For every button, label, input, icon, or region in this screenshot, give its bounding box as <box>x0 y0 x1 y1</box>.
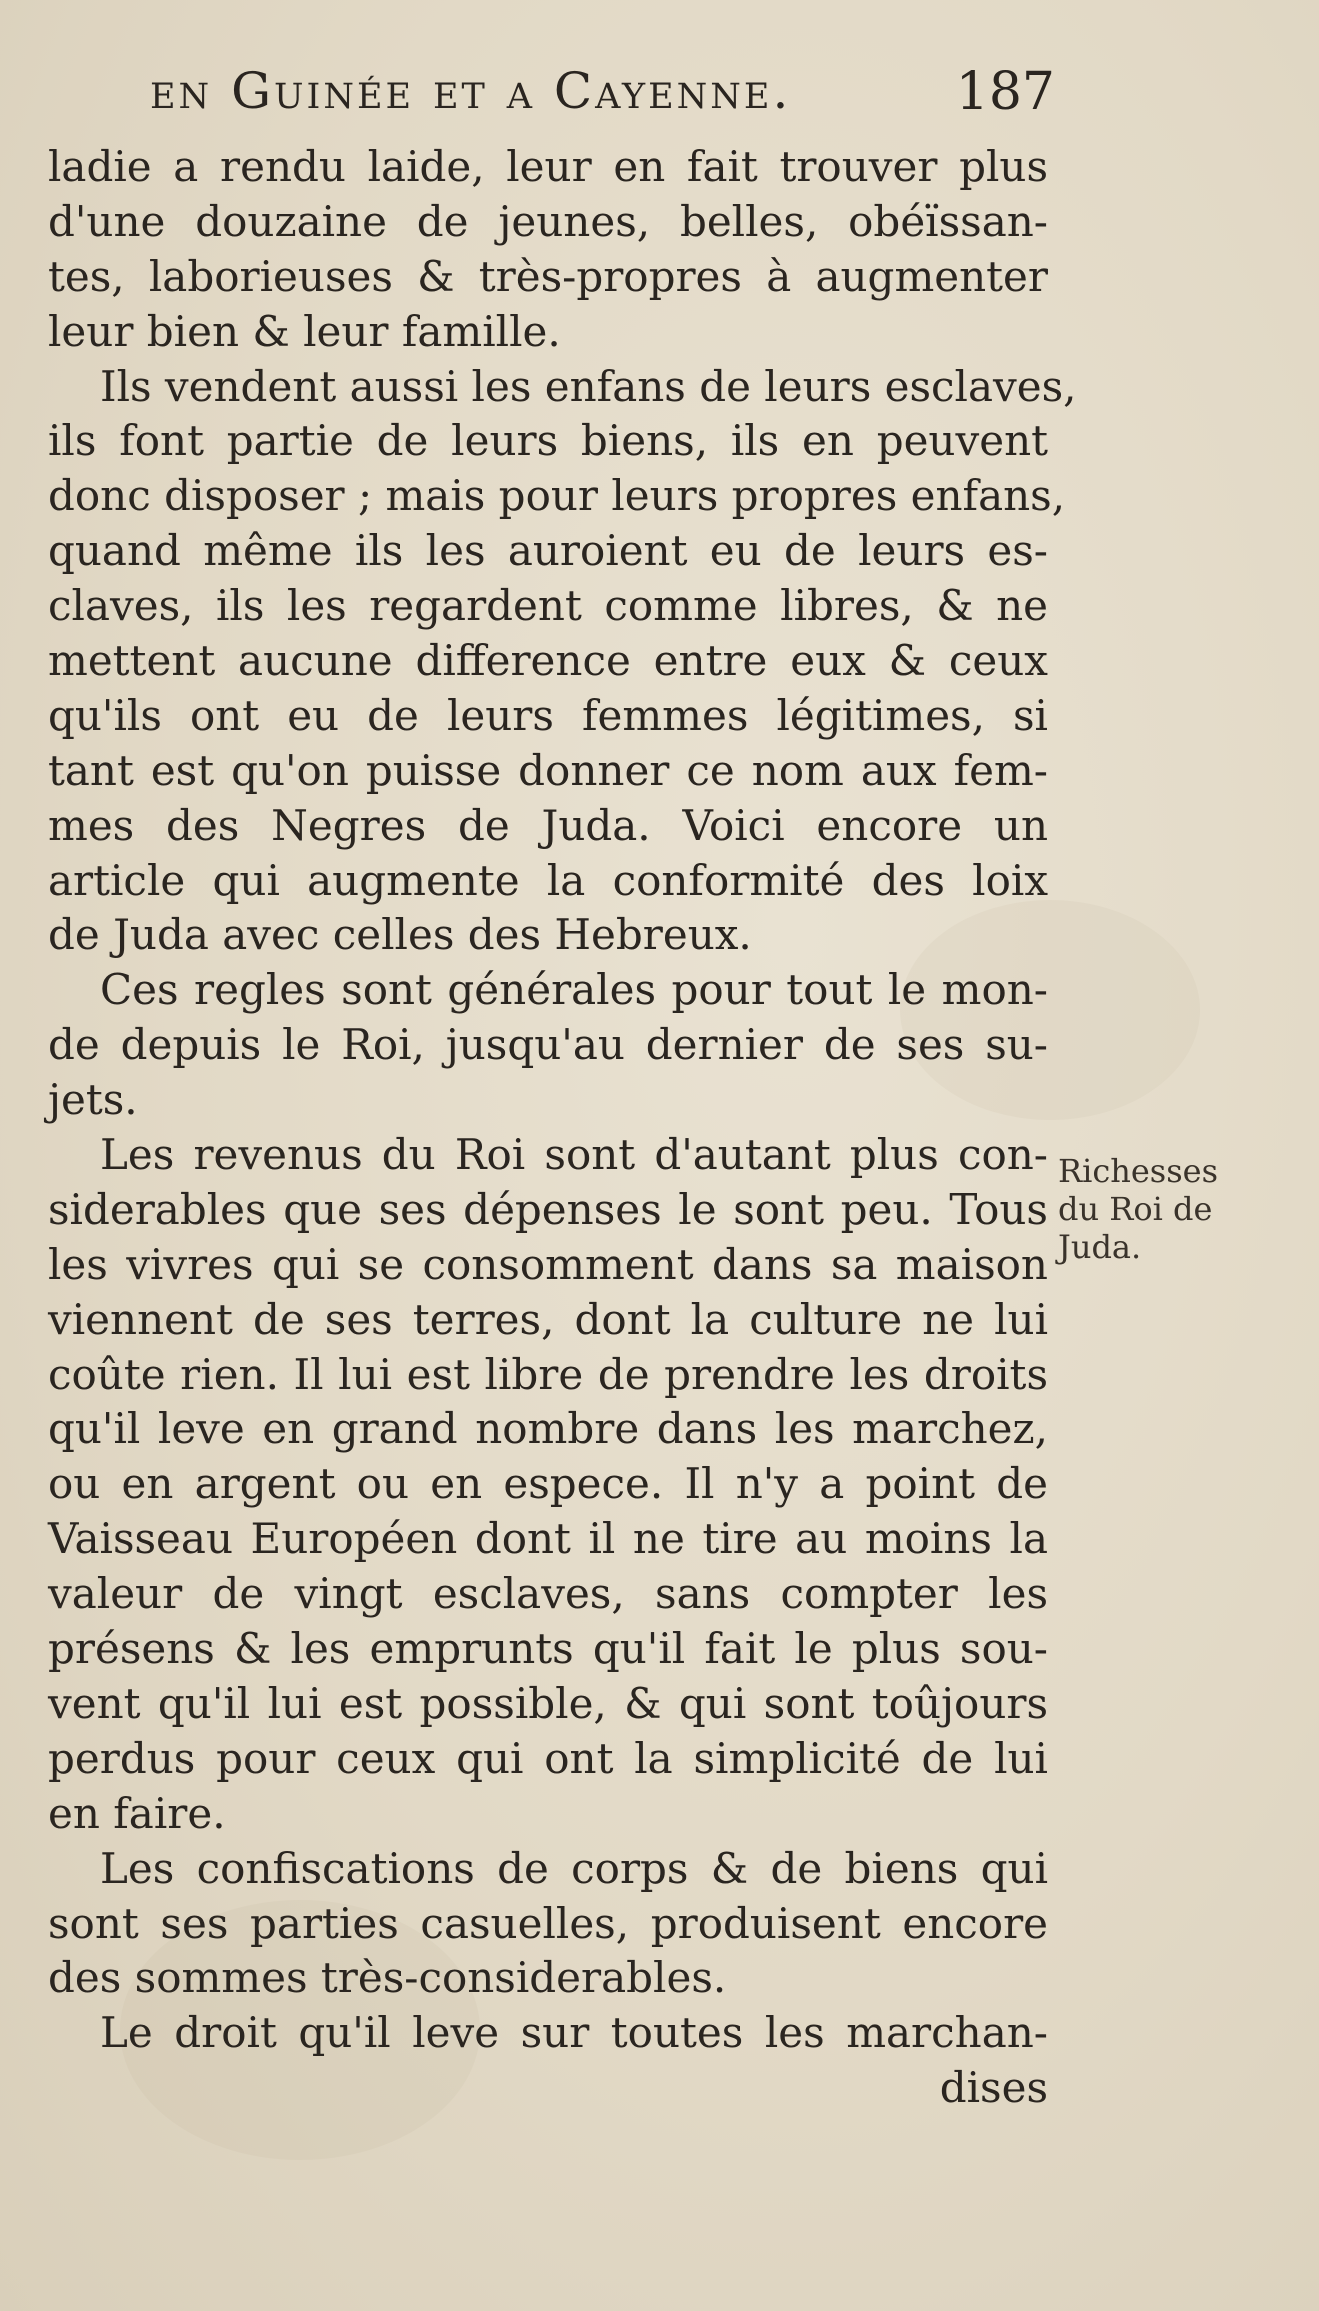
text-line: tes, laborieuses & très-propres à augmenter <box>48 251 1048 301</box>
text-line: ou en argent ou en espece. Il n'y a point de <box>48 1459 1048 1509</box>
text-line: leur bien & leur famille. <box>48 306 561 356</box>
text-line: Ces regles sont générales pour tout le mon- <box>100 965 1048 1015</box>
text-line: qu'ils ont eu de leurs femmes légitimes, si <box>48 690 1048 740</box>
page-number: 187 <box>955 62 1055 122</box>
text-line: les vivres qui se consomment dans sa maison <box>48 1239 1048 1289</box>
text-line: sont ses parties casuelles, produisent encore <box>48 1898 1048 1948</box>
margin-note-line: Richesses <box>1058 1152 1218 1190</box>
text-line: Les revenus du Roi sont d'autant plus con- <box>100 1130 1048 1180</box>
running-header <box>150 62 1055 132</box>
text-line: donc disposer ; mais pour leurs propres enfans, <box>48 471 1066 521</box>
text-line: mes des Negres de Juda. Voici encore un <box>48 800 1048 850</box>
text-line: perdus pour ceux qui ont la simplicité de lui <box>48 1733 1048 1783</box>
text-line: ladie a rendu laide, leur en fait trouver plus <box>48 142 1048 191</box>
text-line: de depuis le Roi, jusqu'au dernier de ses su- <box>48 1020 1048 1070</box>
text-line: quand même ils les auroient eu de leurs es- <box>48 526 1048 576</box>
text-line: mettent aucune difference entre eux & ceux <box>48 636 1048 686</box>
text-line: Les confiscations de corps & de biens qui <box>100 1843 1048 1893</box>
text-line: vent qu'il lui est possible, & qui sont toûjours <box>48 1678 1048 1728</box>
text-line: tant est qu'on puisse donner ce nom aux fem- <box>48 745 1048 795</box>
body-text <box>48 140 1077 2116</box>
text-line: valeur de vingt esclaves, sans compter les <box>48 1569 1048 1619</box>
text-line: Ils vendent aussi les enfans de leurs esclaves, <box>100 361 1077 411</box>
margin-note-line: Juda. <box>1058 1228 1142 1266</box>
text-line: qu'il leve en grand nombre dans les marchez, <box>48 1404 1048 1454</box>
text-line: dises <box>939 2063 1048 2113</box>
text-line: Le droit qu'il leve sur toutes les marchan- <box>100 2008 1048 2058</box>
text-line: Vaisseau Européen dont il ne tire au moins la <box>48 1514 1048 1564</box>
text-line: ils font partie de leurs biens, ils en peuvent <box>48 416 1048 466</box>
text-line: d'une douzaine de jeunes, belles, obéïssan- <box>48 196 1048 246</box>
text-line: claves, ils les regardent comme libres, & ne <box>48 581 1048 631</box>
text-line: de Juda avec celles des Hebreux. <box>48 910 752 960</box>
text-line: présens & les emprunts qu'il fait le plus sou- <box>48 1624 1048 1674</box>
margin-note-line: du Roi de <box>1058 1190 1213 1228</box>
text-line: viennent de ses terres, dont la culture ne lui <box>48 1294 1048 1344</box>
text-line: en faire. <box>48 1788 226 1838</box>
text-line: siderables que ses dépenses le sont peu. Tous <box>48 1184 1048 1234</box>
text-line: coûte rien. Il lui est libre de prendre les droits <box>48 1349 1048 1399</box>
margin-note <box>1058 1152 1288 1266</box>
text-line: jets. <box>48 1075 138 1125</box>
running-title: en Guinée et a Cayenne. <box>150 62 792 120</box>
text-line: article qui augmente la conformité des loix <box>48 855 1048 905</box>
text-line: des sommes très-considerables. <box>48 1953 727 2003</box>
